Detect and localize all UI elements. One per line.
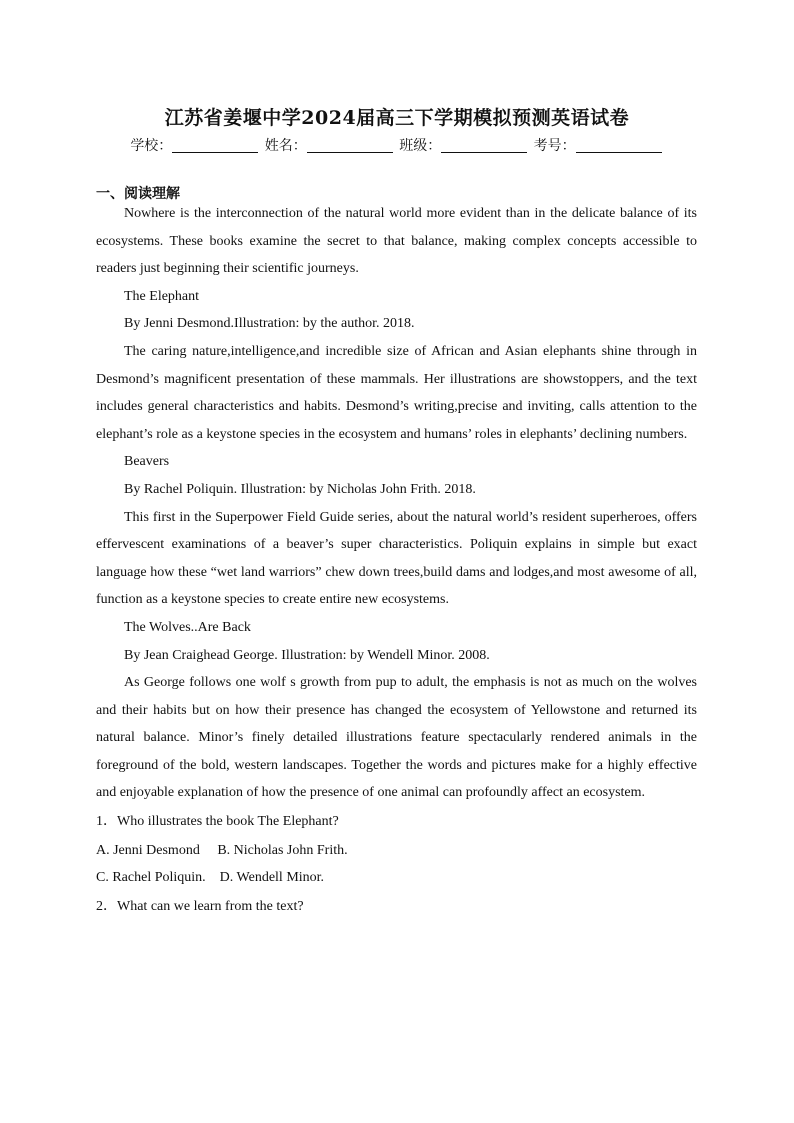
class-blank[interactable]: [441, 138, 527, 153]
book-title: The Wolves..Are Back: [124, 619, 251, 635]
section-title: 一、阅读理解: [96, 186, 180, 202]
book-review: The caring nature,intelligence,and incredible size of African and Asian elephants shine through in Desmond’s magnificent presentation of these mammals. Her illustrations are showstoppers, and the text includes general characteristics and habits. Desmond’s writing,precise and inviting, calls attention to the elephant’s role as a keystone species in the ecosystem and humans’ roles in elephants’ declining numbers.: [96, 343, 697, 442]
book-review: As George follows one wolf s growth from pup to adult, the emphasis is not as much on the wolves and their habits but on how their presence has changed the ecosystem of Yellowstone and returned its natural balance. Minor’s finely detailed illustrations feature spectacularly rendered animals in the foreground of the bold, western landscapes. Together the words and pictures make for a highly effective and enjoyable explanation of how the presence of one animal can profoundly affect an ecosystem.: [96, 675, 697, 801]
student-info-line: [0, 135, 794, 155]
question-options: A. Jenni Desmond B. Nicholas John Frith.: [96, 842, 348, 858]
question-stem: 1．Who illustrates the book The Elephant?: [96, 814, 339, 830]
book-byline: By Rachel Poliquin. Illustration: by Nicholas John Frith. 2018.: [124, 481, 476, 497]
book-byline: By Jean Craighead George. Illustration: by Wendell Minor. 2008.: [124, 647, 490, 663]
exam-number-label: 考号：: [533, 138, 576, 154]
book-title: Beavers: [124, 454, 170, 470]
exam-number-blank[interactable]: [576, 138, 662, 153]
question-stem: 2．What can we learn from the text?: [96, 898, 304, 914]
school-label: 学校：: [130, 138, 173, 154]
book-title: The Elephant: [124, 288, 200, 304]
book-byline: By Jenni Desmond.Illustration: by the author. 2018.: [124, 316, 415, 332]
reading-passage: [96, 200, 697, 921]
school-blank[interactable]: [172, 138, 258, 153]
question-options: C. Rachel Poliquin. D. Wendell Minor.: [96, 870, 325, 886]
class-label: 班级：: [399, 138, 442, 154]
name-label: 姓名：: [264, 138, 307, 154]
intro-paragraph: Nowhere is the interconnection of the natural world more evident than in the delicate balance of its ecosystems. These books examine the secret to that balance, making complex concepts accessible to readers just beginning their scientific journeys.: [96, 206, 697, 277]
page-title: 江苏省姜堰中学2024届高三下学期模拟预测英语试卷: [164, 107, 630, 129]
name-blank[interactable]: [307, 138, 393, 153]
book-review: This first in the Superpower Field Guide series, about the natural world’s resident superheroes, offers effervescent examinations of a beaver’s super characteristics. Poliquin explains in simple but exact language how these “wet land warriors” chew down trees,build dams and lodges,and most awesome of all, function as a keystone species to create entire new ecosystems.: [96, 509, 697, 608]
